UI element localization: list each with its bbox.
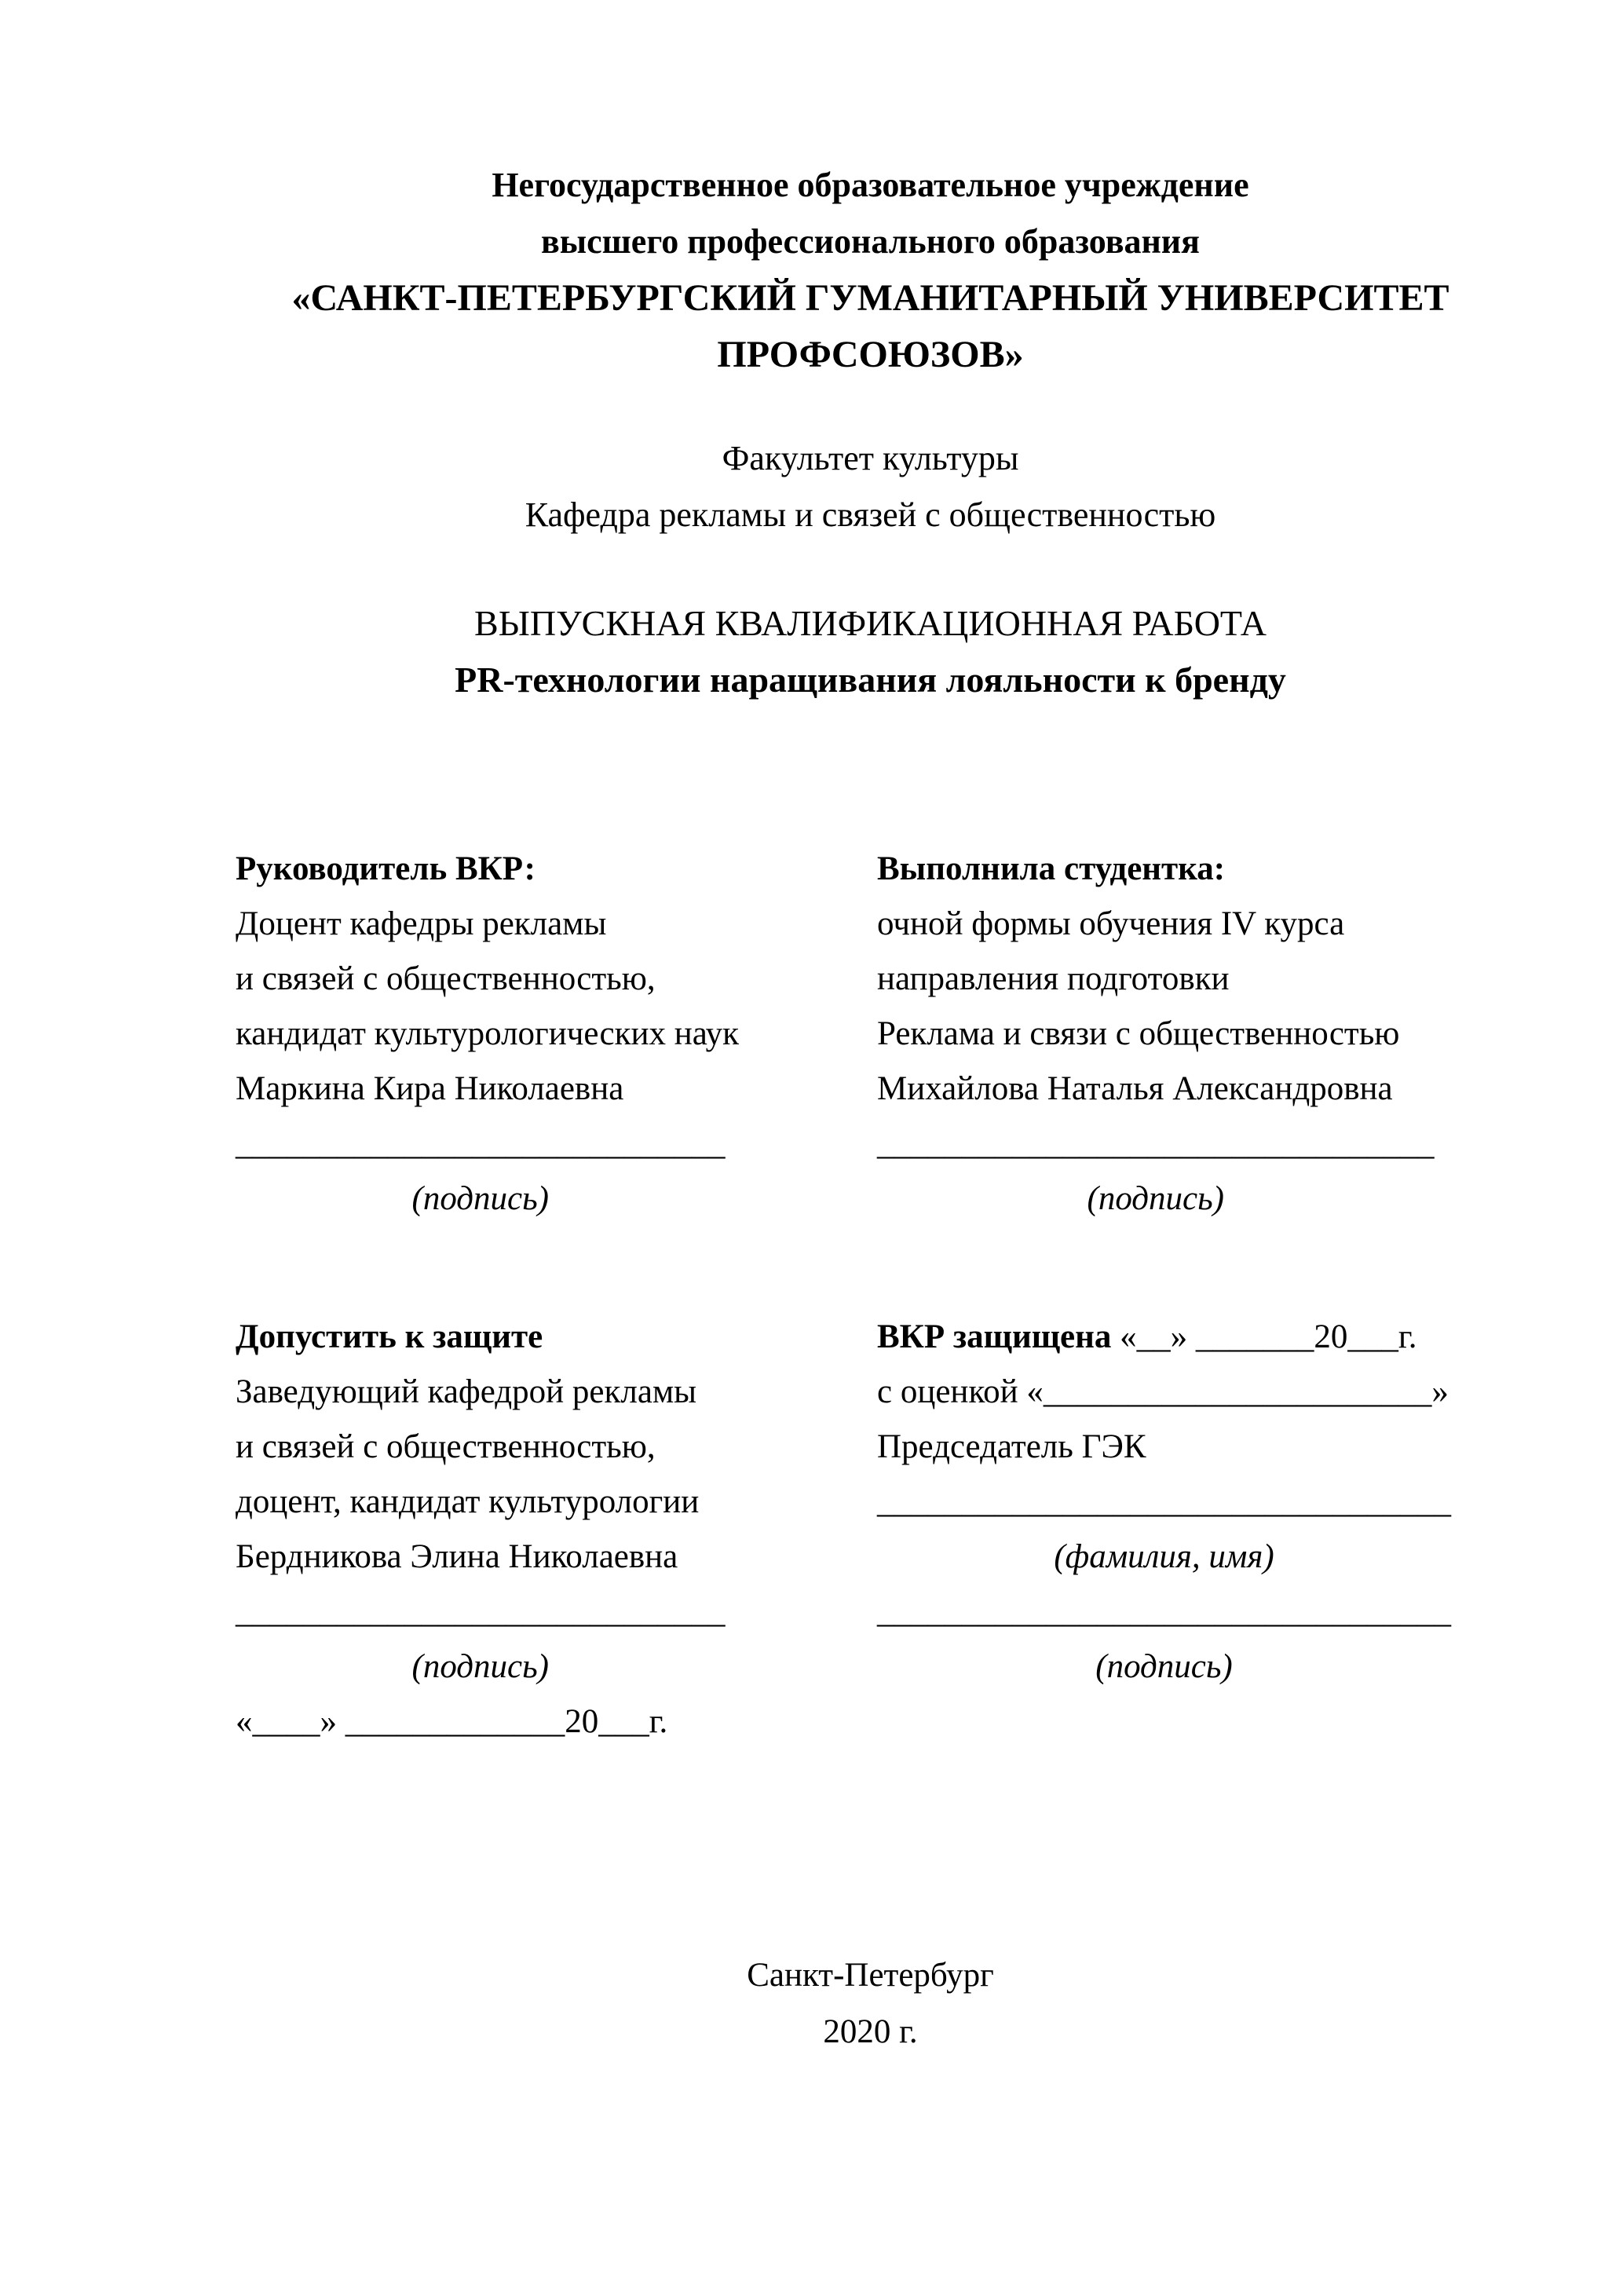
- institution-type-line2: высшего профессионального образования: [541, 222, 1200, 261]
- defense-name-caption: (фамилия, имя): [1054, 1538, 1274, 1575]
- student-column: [877, 842, 1505, 1227]
- student-heading: Выполнила студентка:: [877, 850, 1226, 887]
- supervisor-name: Маркина Кира Николаевна: [236, 1070, 624, 1107]
- defense-chairman-line: Председатель ГЭК: [877, 1428, 1146, 1465]
- university-name-line2: ПРОФСОЮЗОВ»: [717, 334, 1024, 375]
- student-signature-caption: (подпись): [1087, 1180, 1224, 1217]
- supervisor-signature-line: _____________________________: [236, 1125, 726, 1162]
- admission-signature-line: _____________________________: [236, 1593, 726, 1630]
- defense-heading-bold: ВКР защищена: [877, 1318, 1112, 1355]
- student-signature-line: _________________________________: [877, 1125, 1435, 1162]
- department-line: Кафедра рекламы и связей с общественностью: [525, 495, 1216, 534]
- work-title-line: PR-технологии наращивания лояльности к бренду: [455, 660, 1286, 700]
- admission-name: Бердникова Элина Николаевна: [236, 1538, 678, 1575]
- supervisor-column: [236, 842, 809, 1227]
- supervisor-signature-block: [236, 1117, 726, 1227]
- student-name: Михайлова Наталья Александровна: [877, 1070, 1393, 1107]
- defense-heading-line: [877, 1310, 1505, 1365]
- student-line: очной формы обучения IV курса: [877, 905, 1345, 942]
- supervisor-line: кандидат культурологических наук: [236, 1015, 740, 1052]
- defense-column: [877, 1310, 1505, 1749]
- defense-grade-line: с оценкой «_______________________»: [877, 1373, 1449, 1410]
- supervisor-signature-caption: (подпись): [411, 1180, 549, 1217]
- defense-name-block: [877, 1475, 1451, 1585]
- faculty-department-block: [236, 430, 1505, 543]
- admission-signature-caption: (подпись): [411, 1648, 549, 1685]
- defense-heading-rest: «__» _______20___г.: [1111, 1318, 1417, 1355]
- admission-signature-block: [236, 1585, 726, 1695]
- defense-name-line: __________________________________: [877, 1483, 1451, 1520]
- work-title-block: [236, 595, 1505, 708]
- defense-signature-block: [877, 1585, 1451, 1695]
- defense-signature-caption: (подпись): [1095, 1648, 1233, 1685]
- admission-date-line: «____» _____________20___г.: [236, 1703, 668, 1740]
- admission-line: доцент, кандидат культурологии: [236, 1483, 700, 1520]
- university-name-line1: «САНКТ-ПЕТЕРБУРГСКИЙ ГУМАНИТАРНЫЙ УНИВЕРСИТЕТ: [291, 277, 1449, 319]
- supervisor-line: и связей с общественностью,: [236, 960, 656, 997]
- work-type-line: ВЫПУСКНАЯ КВАЛИФИКАЦИОННАЯ РАБОТА: [474, 603, 1267, 643]
- supervisor-heading: Руководитель ВКР:: [236, 850, 536, 887]
- supervisor-student-section: [236, 842, 1505, 1227]
- university-header: [236, 157, 1505, 383]
- admission-line: и связей с общественностью,: [236, 1428, 656, 1465]
- institution-type-line1: Негосударственное образовательное учреждение: [492, 166, 1249, 204]
- faculty-line: Факультет культуры: [722, 439, 1019, 477]
- student-line: направления подготовки: [877, 960, 1230, 997]
- supervisor-line: Доцент кафедры рекламы: [236, 905, 607, 942]
- admission-defense-section: [236, 1310, 1505, 1749]
- student-signature-block: [877, 1117, 1435, 1227]
- footer-block: [236, 1947, 1505, 2060]
- admission-column: [236, 1310, 809, 1749]
- admission-heading: Допустить к защите: [236, 1318, 543, 1355]
- footer-year: 2020 г.: [823, 2013, 918, 2050]
- student-line: Реклама и связи с общественностью: [877, 1015, 1400, 1052]
- footer-city: Санкт-Петербург: [747, 1957, 994, 1994]
- defense-signature-line: __________________________________: [877, 1593, 1451, 1630]
- admission-line: Заведующий кафедрой рекламы: [236, 1373, 697, 1410]
